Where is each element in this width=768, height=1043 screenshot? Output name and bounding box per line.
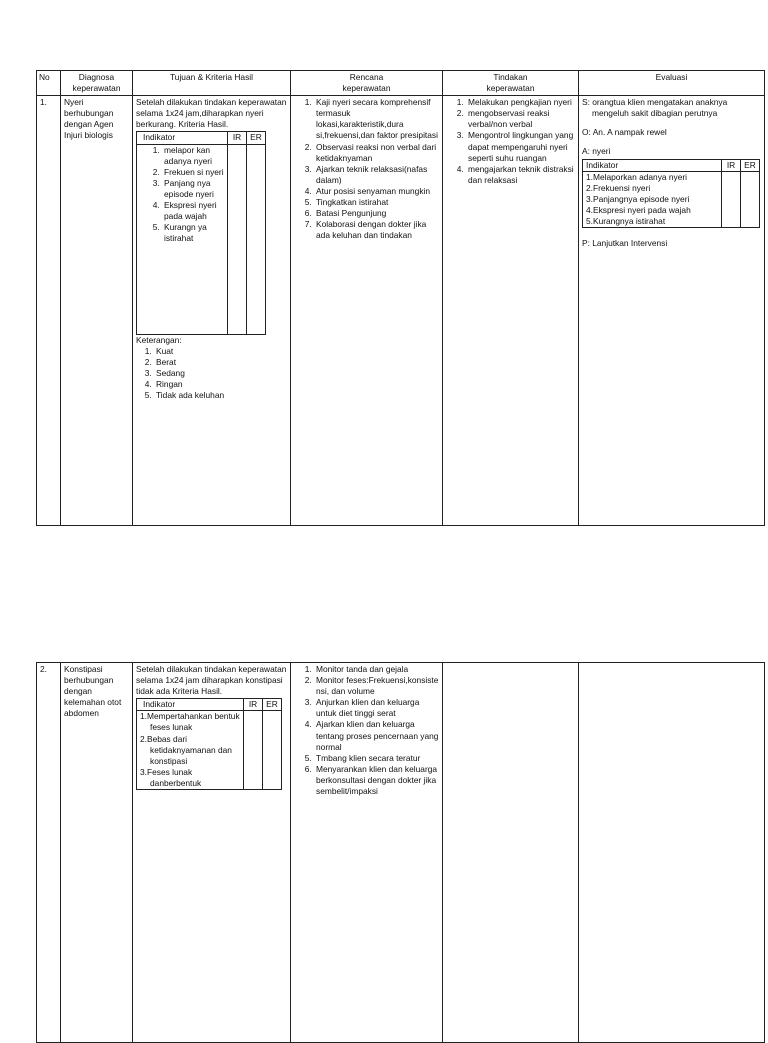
list-item: 5. Kurangn ya istirahat [162, 222, 224, 244]
diagnosis-cell: Konstipasi berhubungan dengan kelemahan otot abdomen [61, 663, 133, 1043]
list-item: 1.Melaporkan adanya nyeri [586, 171, 688, 182]
header-no: No [37, 71, 61, 96]
header-rencana: Rencana keperawatan [291, 71, 443, 96]
list-item: 6. Menyarankan klien dan keluarga berkonsultasi dengan dokter jika sembelit/impaksi [314, 764, 439, 797]
ir-value-cell [722, 171, 741, 227]
plan-list [294, 97, 439, 241]
indicator-header: Indikator [137, 132, 228, 144]
list-item: 4. Atur posisi senyaman mungkin [314, 186, 439, 197]
goal-criteria-cell [133, 663, 291, 1043]
list-item: 3.Panjangnya episode nyeri [586, 193, 690, 204]
list-item: 3. Anjurkan klien dan keluarga untuk diet tinggi serat [314, 697, 439, 719]
indicator-table [136, 698, 282, 790]
list-item: 3. Mengontrol lingkungan yang dapat mempengaruhi nyeri seperti suhu ruangan [466, 130, 575, 163]
list-item: 2. Berat [154, 357, 287, 368]
er-header: ER [741, 159, 760, 171]
indicator-header: Indikator [137, 699, 244, 711]
list-item: 5. Tingkatkan istirahat [314, 197, 439, 208]
nursing-care-table-2 [36, 662, 765, 1043]
action-cell [443, 663, 579, 1043]
list-item: 2. mengobservasi reaksi verbal/non verbal [466, 108, 575, 130]
list-item: 7. Kolaborasi dengan dokter jika ada keluhan dan tindakan [314, 219, 439, 241]
keterangan-list [136, 346, 287, 401]
header-diagnosa: Diagnosa keperawatan [61, 71, 133, 96]
table-row [37, 96, 765, 526]
list-item: 1. Monitor tanda dan gejala [314, 664, 439, 675]
indicator-header: Indikator [583, 159, 722, 171]
list-item: 1. Melakukan pengkajian nyeri [466, 97, 575, 108]
list-item: 4. Ekspresi nyeri pada wajah [162, 200, 224, 222]
ir-value-cell [228, 144, 247, 334]
evaluation-indicator-table [582, 159, 760, 229]
indicator-list [140, 145, 224, 245]
diagnosis-cell: Nyeri berhubungan dengan Agen Injuri biologis [61, 96, 133, 526]
er-value-cell [247, 144, 266, 334]
list-item: 2. Frekuen si nyeri [162, 167, 224, 178]
row-number: 2. [37, 663, 61, 1043]
evaluation-subjective: S: orangtua klien mengatakan anaknya mengeluh sakit dibagian perutnya [582, 97, 728, 119]
table-row [37, 663, 765, 1043]
keterangan-block [136, 335, 287, 402]
er-value-cell [741, 171, 760, 227]
plan-list [294, 664, 439, 797]
evaluation-cell [579, 663, 765, 1043]
header-evaluasi: Evaluasi [579, 71, 765, 96]
header-tindakan: Tindakan keperawatan [443, 71, 579, 96]
indicator-table [136, 131, 266, 334]
row-number: 1. [37, 96, 61, 526]
ir-value-cell [244, 711, 263, 790]
goal-intro-text: Setelah dilakukan tindakan keperawatan selama 1x24 jam,diharapkan nyeri berkurang. Kriteria Hasil. [136, 97, 287, 130]
list-item: 1. Kaji nyeri secara komprehensif termasuk lokasi,karakteristik,dura si,frekuensi,dan faktor presipitasi [314, 97, 439, 141]
goal-intro-text: Setelah dilakukan tindakan keperawatan selama 1x24 jam diharapkan konstipasi tidak ada Kriteria Hasil. [136, 664, 287, 697]
indicator-list-cell [137, 711, 244, 790]
list-item: 1. Kuat [154, 346, 287, 357]
list-item: 3. Sedang [154, 368, 287, 379]
list-item: 1.Mempertahankan bentuk feses lunak [140, 711, 240, 733]
list-item: 5. Tidak ada keluhan [154, 390, 287, 401]
list-item: 6. Batasi Pengunjung [314, 208, 439, 219]
ir-header: IR [228, 132, 247, 144]
list-item: 5. Tmbang klien secara teratur [314, 753, 439, 764]
list-item: 2.Frekuensi nyeri [586, 182, 651, 193]
list-item: 3. Panjang nya episode nyeri [162, 178, 224, 200]
evaluation-indicator-list [583, 171, 722, 227]
list-item: 1. melapor kan adanya nyeri [162, 145, 224, 167]
ir-header: IR [244, 699, 263, 711]
er-value-cell [263, 711, 282, 790]
nursing-care-table-1 [36, 70, 765, 526]
er-header: ER [247, 132, 266, 144]
list-item: 2.Bebas dari ketidaknyamanan dan konstipasi [140, 733, 232, 766]
header-tujuan: Tujuan & Kriteria Hasil [133, 71, 291, 96]
goal-criteria-cell [133, 96, 291, 526]
evaluation-assessment: A: nyeri [582, 146, 611, 157]
list-item: 3.Feses lunak danberbentuk [140, 766, 202, 788]
header-row [37, 71, 765, 96]
evaluation-objective: O: An. A nampak rewel [582, 127, 667, 138]
list-item: 4. Ringan [154, 379, 287, 390]
ir-header: IR [722, 159, 741, 171]
indicator-list-cell [137, 144, 228, 334]
action-list [446, 97, 575, 186]
keterangan-label: Keterangan: [136, 334, 182, 345]
list-item: 4. Ajarkan klien dan keluarga tentang proses pencernaan yang normal [314, 719, 439, 752]
plan-cell [291, 663, 443, 1043]
evaluation-cell [579, 96, 765, 526]
plan-cell [291, 96, 443, 526]
list-item: 4. mengajarkan teknik distraksi dan relaksasi [466, 164, 575, 186]
action-cell [443, 96, 579, 526]
er-header: ER [263, 699, 282, 711]
list-item: 4.Ekspresi nyeri pada wajah [586, 204, 691, 215]
list-item: 2. Observasi reaksi non verbal dari ketidaknyaman [314, 142, 439, 164]
list-item: 3. Ajarkan teknik relaksasi(nafas dalam) [314, 164, 439, 186]
list-item: 5.Kurangnya istirahat [586, 216, 666, 227]
evaluation-plan: P: Lanjutkan Intervensi [582, 238, 668, 249]
list-item: 2. Monitor feses:Frekuensi,konsiste nsi, dan volume [314, 675, 439, 697]
